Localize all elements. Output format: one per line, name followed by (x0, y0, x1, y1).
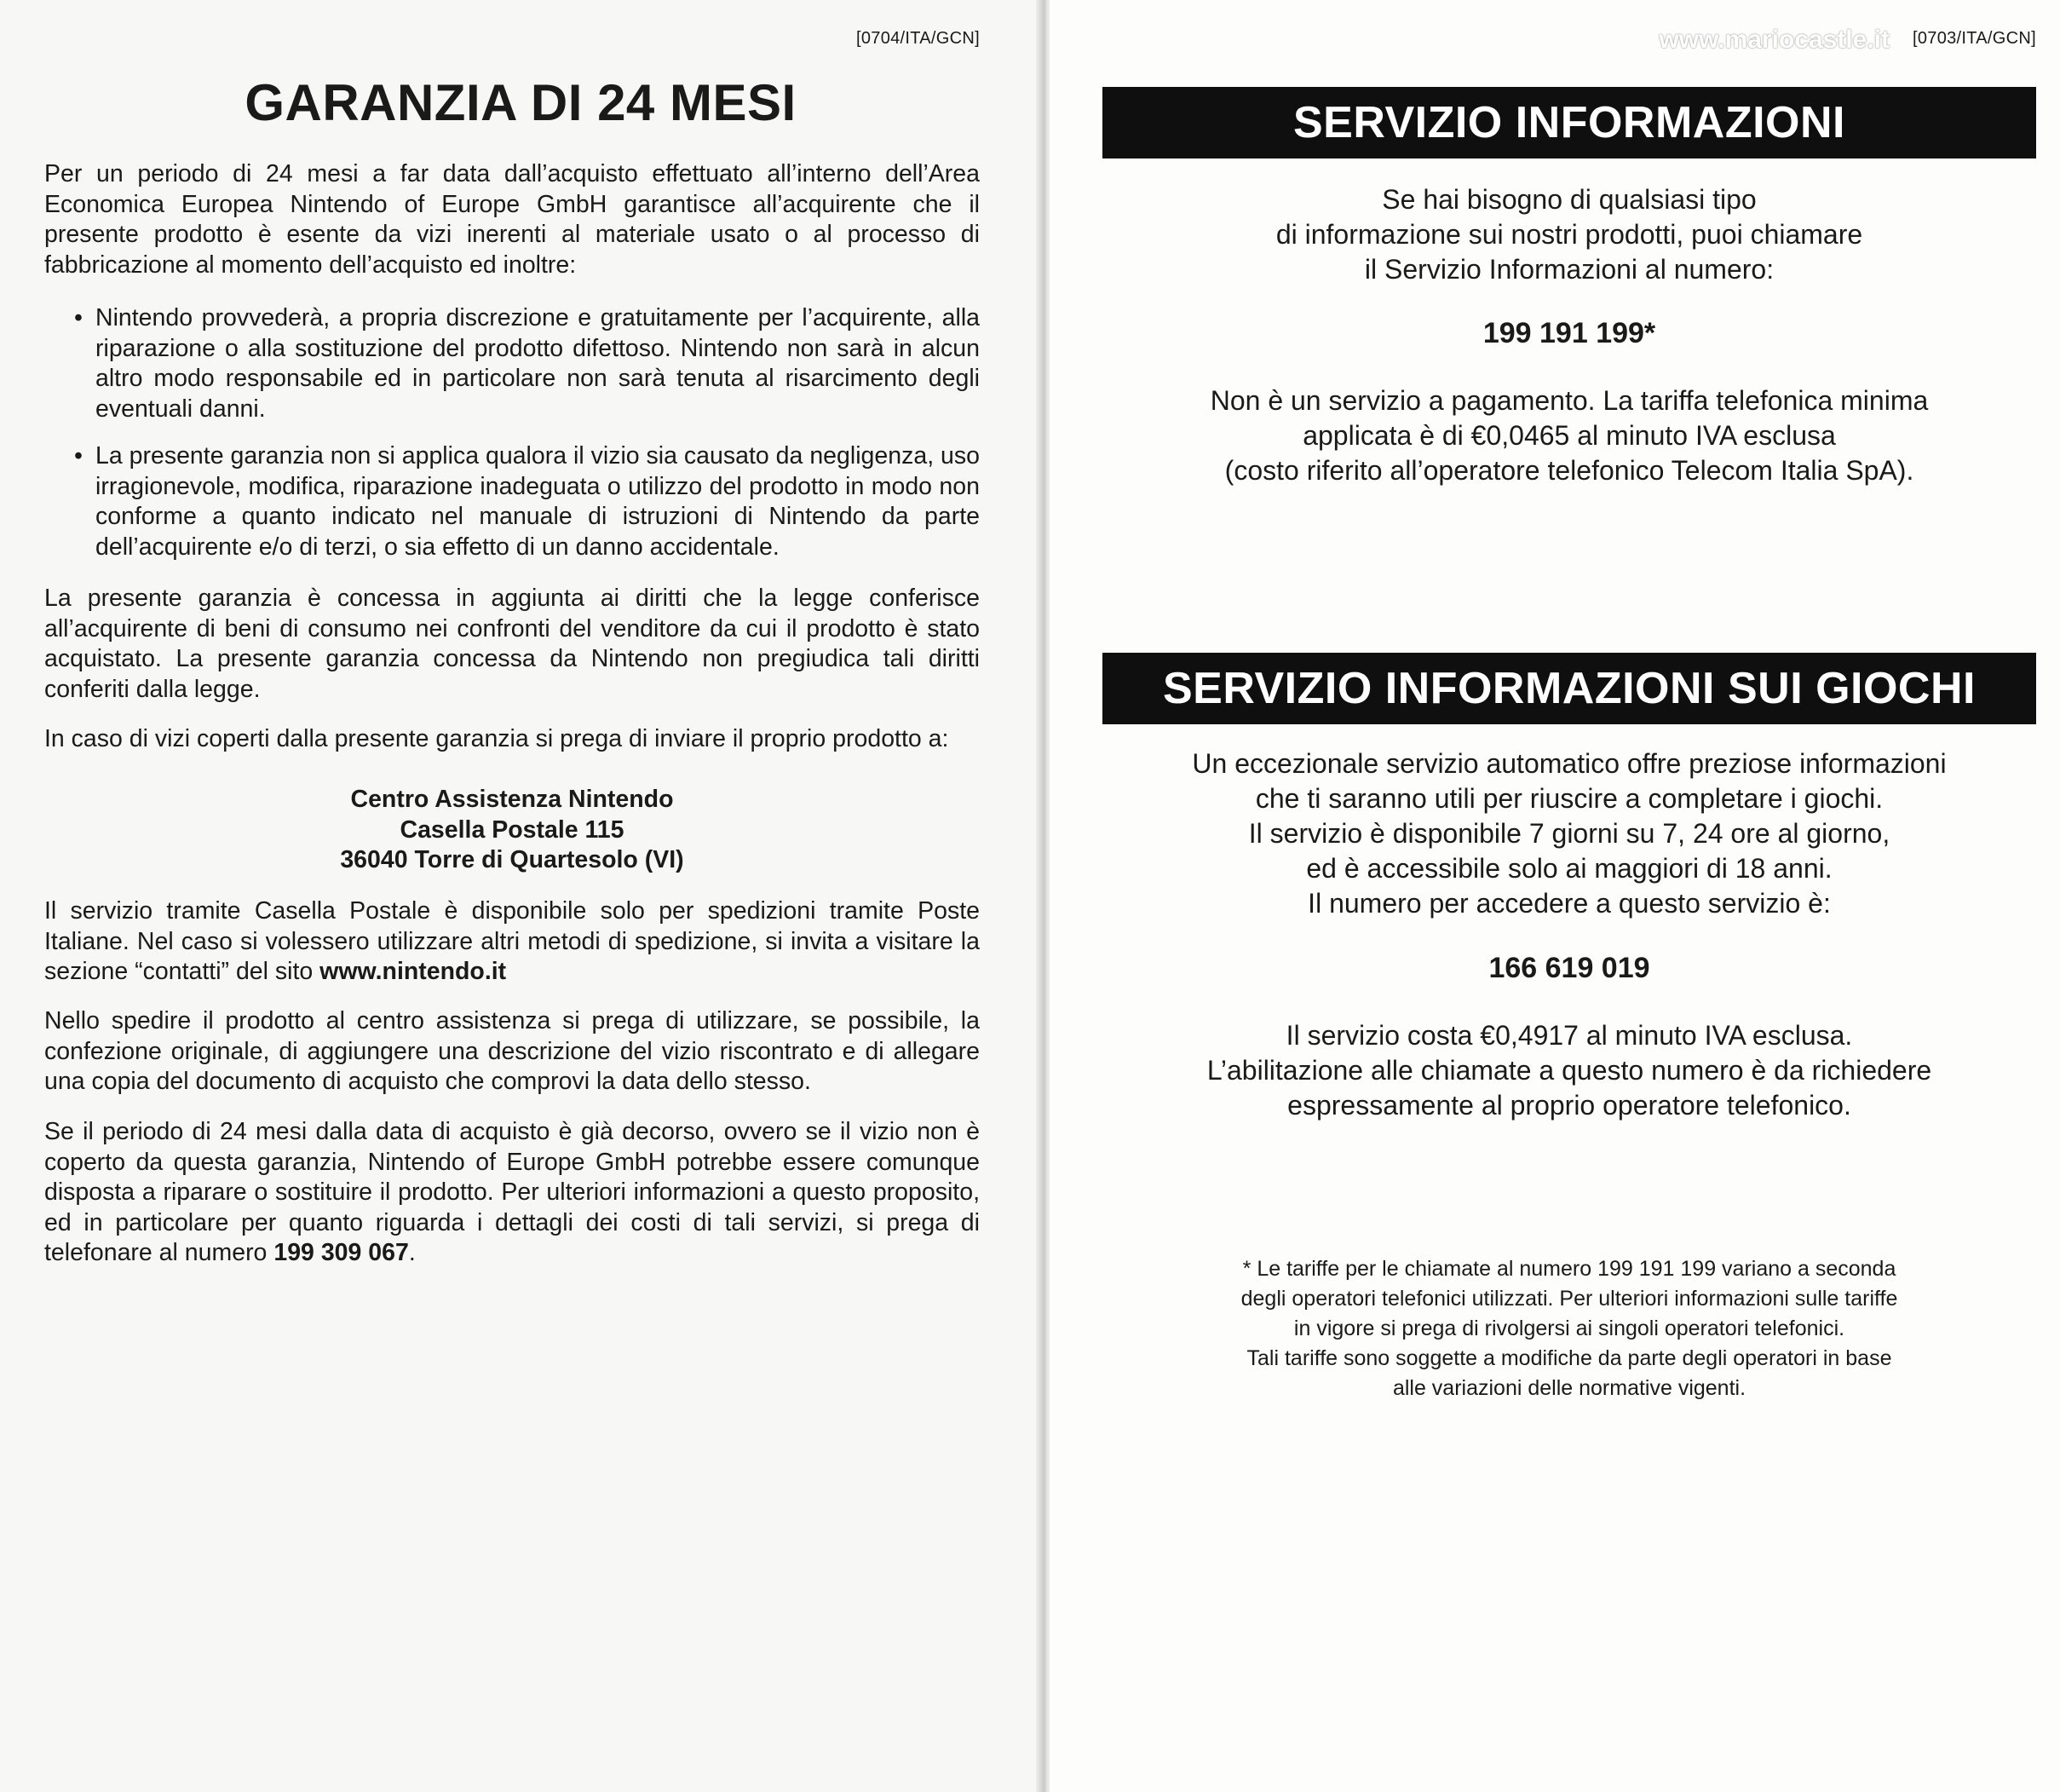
text-line: (costo riferito all’operatore telefonico Telecom Italia SpA). (1224, 455, 1914, 486)
list-item (44, 303, 980, 424)
games-intro (1102, 746, 2036, 921)
text-line: L’abilitazione alle chiamate a questo numero è da richiedere (1206, 1055, 1932, 1086)
warranty-intro (44, 159, 980, 280)
text-line: espressamente al proprio operatore telefonico. (1287, 1090, 1851, 1121)
section-heading: SERVIZIO INFORMAZIONI (1102, 87, 2036, 158)
postal-section (44, 896, 980, 988)
footnote-line: degli operatori telefonici utilizzati. Per ulteriori informazioni sulle tariffe (1240, 1287, 1898, 1311)
text-line: ed è accessibile solo ai maggiori di 18 anni. (1306, 853, 1833, 884)
info-intro (1102, 182, 2036, 287)
text-line: Il numero per accedere a questo servizio è: (1308, 888, 1831, 919)
text-line: che ti saranno utili per riuscire a completare i giochi. (1255, 783, 1884, 814)
address-line: Centro Assistenza Nintendo (350, 786, 674, 813)
section-heading: SERVIZIO INFORMAZIONI SUI GIOCHI (1102, 653, 2036, 724)
text-line: il Servizio Informazioni al numero: (1364, 254, 1775, 285)
info-phone-number: 199 191 199* (1482, 317, 1656, 349)
expired-paragraph: Se il periodo di 24 mesi dalla data di acquisto è già decorso, ovvero se il vizio non è coperto da questa garanzia, Nintendo of Europe GmbH potrebbe essere comunque disposta a riparare o sostituire il prodotto. Per ulteriori informazioni a questo proposito, ed in particolare per quanto riguarda i dettagli dei costi di tali servizi, si prega di telefonare al numero 199 309 067. (44, 1118, 980, 1266)
expired-section (44, 1117, 980, 1269)
footnote (1102, 1254, 2036, 1403)
bullet-icon: • (74, 442, 83, 470)
address-line: 36040 Torre di Quartesolo (VI) (340, 846, 684, 873)
postal-paragraph: Il servizio tramite Casella Postale è disponibile solo per spedizioni tramite Poste Italiane. Nel caso si volessero utilizzare altri metodi di spedizione, si invita a visitare la sezione “contatti” del sito www.nintendo.it (44, 897, 980, 985)
rights-section (44, 584, 980, 705)
bullet-text: Nintendo provvederà, a propria discrezione e gratuitamente per l’acquirente, alla riparazione o alla sostituzione del prodotto difettoso. Nintendo non sarà in alcun altro modo responsabile ed in particolare non sarà tenuta al risarcimento degli eventuali danni. (95, 304, 980, 423)
footnote-line: Tali tariffe sono soggette a modifiche da parte degli operatori in base (1246, 1346, 1892, 1370)
games-phone-number: 166 619 019 (1488, 952, 1650, 984)
bullet-icon: • (74, 304, 83, 331)
packaging-paragraph: Nello spedire il prodotto al centro assistenza si prega di utilizzare, se possibile, la confezione originale, di aggiungere una descrizione del vizio riscontrato e di allegare una copia del documento di acquisto che comprovi la data dello stesso. (44, 1007, 980, 1095)
text-line: di informazione sui nostri prodotti, puoi chiamare (1275, 219, 1863, 250)
text-line: Un eccezionale servizio automatico offre preziose informazioni (1192, 748, 1947, 779)
right-page (1050, 0, 2060, 1792)
service-address (44, 785, 980, 876)
footnote-line: in vigore si prega di rivolgersi ai singoli operatori telefonici. (1293, 1317, 1845, 1340)
page-title: GARANZIA DI 24 MESI (245, 74, 797, 131)
footnote-line: * Le tariffe per le chiamate al numero 199 191 199 variano a seconda (1242, 1257, 1896, 1281)
website-link[interactable]: www.nintendo.it (319, 958, 507, 985)
text-line: Il servizio è disponibile 7 giorni su 7, 24 ore al giorno, (1248, 818, 1890, 849)
intro-paragraph: Per un periodo di 24 mesi a far data dall’acquisto effettuato all’interno dell’Area Economica Europea Nintendo of Europe GmbH garantisce all’acquirente che il presente prodotto è esente da vizi inerenti al materiale usato o al processo di fabbricazione al momento dell’acquisto ed inoltre: (44, 160, 980, 279)
list-item (44, 441, 980, 562)
document-code: [0704/ITA/GCN] (856, 29, 980, 48)
packaging-section (44, 1006, 980, 1098)
rights-paragraph: La presente garanzia è concessa in aggiunta ai diritti che la legge conferisce all’acquirente di beni di consumo nei confronti del venditore da cui il prodotto è stato acquistato. La presente garanzia concessa da Nintendo non pregiudica tali diritti conferiti dalla legge. (44, 585, 980, 703)
info-cost (1102, 383, 2036, 488)
support-phone-number: 199 309 067 (273, 1239, 409, 1266)
document-code: [0703/ITA/GCN] (1913, 29, 2036, 48)
games-cost (1102, 1018, 2036, 1123)
footnote-line: alle variazioni delle normative vigenti. (1392, 1376, 1746, 1400)
bullet-list (44, 441, 980, 562)
bullet-text: La presente garanzia non si applica qualora il vizio sia causato da negligenza, uso irragionevole, modifica, riparazione inadeguata o utilizzo del prodotto in modo non conforme a quanto indicato nel manuale di istruzioni di Nintendo da parte dell’acquirente e/o di terzi, o sia effetto di un danno accidentale. (95, 442, 980, 561)
text-line: applicata è di €0,0465 al minuto IVA esclusa (1303, 420, 1836, 451)
text-line: Se hai bisogno di qualsiasi tipo (1382, 184, 1757, 215)
bullet-list (44, 303, 980, 424)
send-paragraph: In caso di vizi coperti dalla presente garanzia si prega di inviare il proprio prodotto a: (44, 725, 949, 752)
text-line: Non è un servizio a pagamento. La tariffa telefonica minima (1210, 385, 1929, 416)
text-line: Il servizio costa €0,4917 al minuto IVA esclusa. (1286, 1020, 1853, 1051)
address-line: Casella Postale 115 (400, 815, 624, 844)
watermark: www.mariocastle.it (1659, 26, 1890, 54)
send-section (44, 724, 980, 755)
